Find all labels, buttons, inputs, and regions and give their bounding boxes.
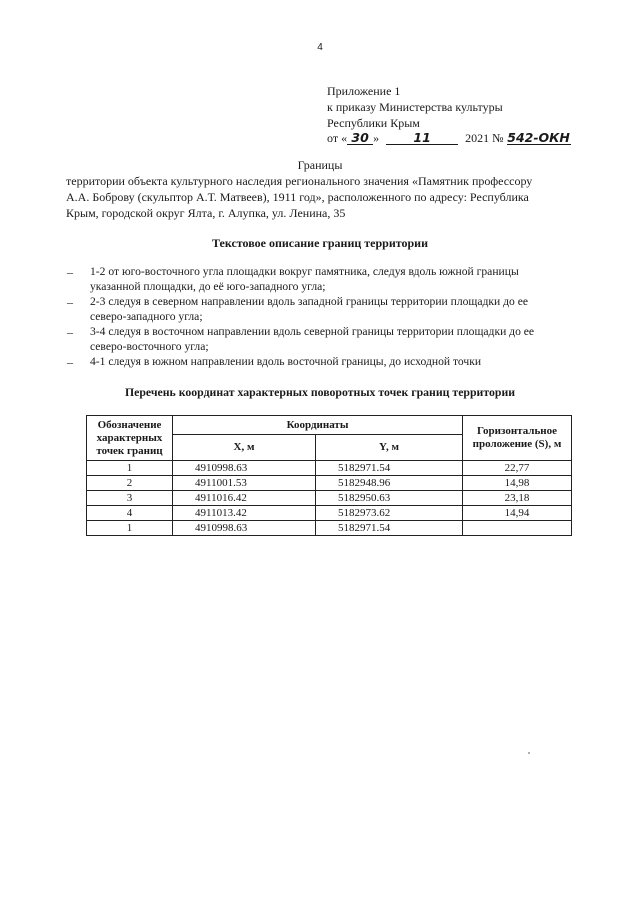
coordinates-table — [86, 415, 572, 536]
appendix-republic: Республики Крым — [327, 116, 420, 130]
date-month: 11 — [386, 132, 458, 145]
header-distance: Горизонтальное проложение (S), м — [463, 416, 572, 461]
date-day: 30 — [347, 132, 373, 145]
cell-distance: 14,98 — [463, 476, 572, 491]
cell-x: 4911001.53 — [173, 476, 316, 491]
cell-point: 4 — [87, 506, 173, 521]
table-row — [87, 476, 572, 491]
cell-point: 1 — [87, 521, 173, 536]
cell-y: 5182948.96 — [316, 476, 463, 491]
intro-line-3: Крым, городской округ Ялта, г. Алупка, ул. Ленина, 35 — [66, 206, 346, 220]
bullet-2-line-1: 2-3 следуя в северном направлении вдоль западной границы территории площадки до ее — [90, 295, 529, 308]
bullet-3-line-1: 3-4 следуя в восточном направлении вдоль северной границы территории площадки до ее — [90, 325, 535, 338]
date-year: 2021 № — [465, 131, 504, 145]
cell-point: 2 — [87, 476, 173, 491]
cell-distance — [463, 521, 572, 536]
cell-point: 3 — [87, 491, 173, 506]
appendix-order-ref: к приказу Министерства культуры — [327, 100, 503, 114]
bullet-1-line-1: 1-2 от юго-восточного угла площадки вокруг памятника, следуя вдоль южной границы — [90, 265, 519, 278]
intro-line-2: А.А. Боброву (скульптор А.Т. Матвеев), 1911 год», расположенного по адресу: Республика — [66, 190, 529, 204]
cell-y: 5182973.62 — [316, 506, 463, 521]
cell-x: 4910998.63 — [173, 521, 316, 536]
scan-speck — [528, 752, 530, 754]
table-row — [87, 506, 572, 521]
header-y: Y, м — [316, 435, 463, 461]
header-x: X, м — [173, 435, 316, 461]
bullet-dash: – — [67, 355, 73, 369]
intro-line-1: территории объекта культурного наследия регионального значения «Памятник профессору — [66, 174, 533, 188]
cell-x: 4910998.63 — [173, 461, 316, 476]
cell-point: 1 — [87, 461, 173, 476]
cell-x: 4911013.42 — [173, 506, 316, 521]
bullet-dash: – — [67, 325, 73, 339]
cell-y: 5182950.63 — [316, 491, 463, 506]
bullet-dash: – — [67, 295, 73, 309]
document-heading: Границы — [297, 158, 343, 172]
bullet-dash: – — [67, 265, 73, 279]
order-number: 542-ОКН — [507, 130, 570, 145]
section-title: Текстовое описание границ территории — [211, 236, 429, 250]
appendix-date-line — [327, 131, 571, 146]
date-prefix: от « — [327, 131, 348, 145]
date-mid: » — [373, 131, 380, 145]
table-row — [87, 521, 572, 536]
bullet-3-line-2: северо-восточного угла; — [90, 340, 209, 353]
bullet-2-line-2: северо-западного угла; — [90, 310, 203, 323]
cell-distance: 23,18 — [463, 491, 572, 506]
cell-y: 5182971.54 — [316, 521, 463, 536]
header-points: Обозначение характерных точек границ — [87, 416, 173, 461]
page-number: 4 — [317, 42, 323, 53]
cell-y: 5182971.54 — [316, 461, 463, 476]
cell-distance: 14,94 — [463, 506, 572, 521]
appendix-title: Приложение 1 — [327, 84, 401, 98]
bullet-1-line-2: указанной площадки, до её юго-западного угла; — [90, 280, 326, 293]
cell-x: 4911016.42 — [173, 491, 316, 506]
table-title: Перечень координат характерных поворотных точек границ территории — [124, 385, 516, 399]
cell-distance: 22,77 — [463, 461, 572, 476]
table-row — [87, 461, 572, 476]
header-coordinates: Координаты — [173, 416, 463, 435]
table-row — [87, 491, 572, 506]
bullet-4-line-1: 4-1 следуя в южном направлении вдоль восточной границы, до исходной точки — [90, 355, 482, 368]
